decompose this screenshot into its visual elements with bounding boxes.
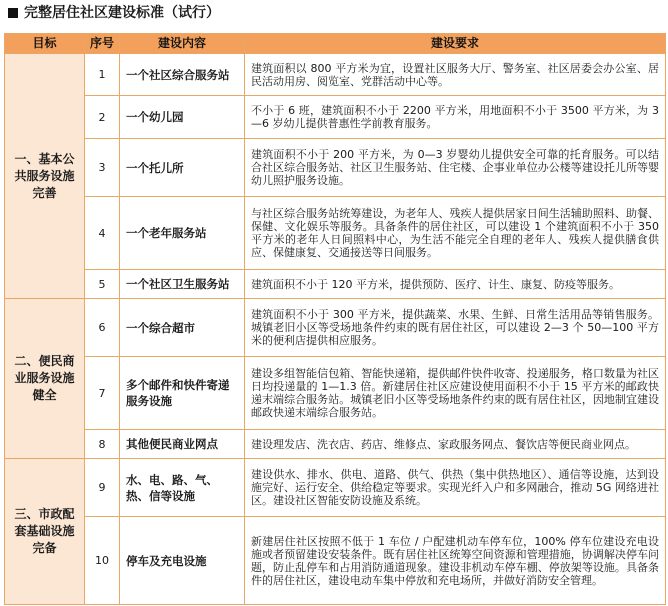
row-number: 3 [85,139,120,197]
row-number: 8 [85,430,120,459]
requirement-cell: 新建居住社区按照不低于 1 车位 / 户配建机动车停车位，100% 停车位建设充电设施或者预留建设安装条件。既有居住社区统筹空间资源和管理措施，协调解决停车问题，防止乱停车和占用消防通道现象。建设非机动车停车棚、停放架等设施。具备条件的居住社区，建设电动车集中停放和充电场所，并做好消防安全管理。 [245,517,666,605]
requirement-cell: 建设供水、排水、供电、道路、供气、供热（集中供热地区）、通信等设施，达到设施完好、运行安全、供给稳定等要求。实现光纤入户和多网融合，推动 5G 网络进社区。建设社区智能安防设施及系统。 [245,459,666,517]
row-number: 2 [85,96,120,139]
content-cell: 一个综合超市 [120,299,245,357]
requirement-cell: 建筑面积不小于 120 平方米，提供预防、医疗、计生、康复、防疫等服务。 [245,270,666,299]
table-row [5,459,666,517]
table-row [5,430,666,459]
goal-cell: 一、基本公共服务设施完善 [5,54,85,299]
row-number: 6 [85,299,120,357]
table-row [5,299,666,357]
requirement-cell: 建设理发店、洗衣店、药店、维修点、家政服务网点、餐饮店等便民商业网点。 [245,430,666,459]
requirement-cell: 与社区综合服务站统筹建设，为老年人、残疾人提供居家日间生活辅助照料、助餐、保健、文化娱乐等服务。具备条件的居住社区，可以建设 1 个建筑面积不小于 350 平方米的老年人日间照料中心，为生活不能完全自理的老年人、残疾人提供膳食供应、保健康复、交通接送等日间服务。 [245,197,666,270]
requirement-cell: 不小于 6 班，建筑面积不小于 2200 平方米，用地面积不小于 3500 平方米，为 3—6 岁幼儿提供普惠性学前教育服务。 [245,96,666,139]
table-row [5,139,666,197]
header-no: 序号 [85,34,120,54]
header-requirement: 建设要求 [245,34,666,54]
title-text: 完整居住社区建设标准（试行） [24,5,220,21]
content-cell: 多个邮件和快件寄递服务设施 [120,357,245,430]
requirement-cell: 建筑面积不小于 200 平方米，为 0—3 岁婴幼儿提供安全可靠的托育服务。可以结合社区综合服务站、社区卫生服务站、住宅楼、企事业单位办公楼等建设托儿所等婴幼儿照护服务设施。 [245,139,666,197]
content-cell: 其他便民商业网点 [120,430,245,459]
content-cell: 一个托儿所 [120,139,245,197]
content-cell: 一个社区卫生服务站 [120,270,245,299]
table-row [5,357,666,430]
header-content: 建设内容 [120,34,245,54]
goal-cell: 三、市政配套基础设施完备 [5,459,85,605]
table-header-row [5,34,666,54]
table-row [5,197,666,270]
page-title [8,3,220,23]
row-number: 1 [85,54,120,96]
table-row [5,54,666,96]
table-row [5,270,666,299]
goal-cell: 二、便民商业服务设施健全 [5,299,85,459]
requirement-cell: 建设多组智能信包箱、智能快递箱，提供邮件快件收寄、投递服务，格口数量为社区日均投递量的 1—1.3 倍。新建居住社区应建设使用面积不小于 15 平方米的邮政快递末端综合服务站。城镇老旧小区等受场地条件约束的既有居住社区，因地制宜建设邮政快递末端综合服务站。 [245,357,666,430]
row-number: 9 [85,459,120,517]
content-cell: 一个老年服务站 [120,197,245,270]
table-row [5,517,666,605]
content-cell: 停车及充电设施 [120,517,245,605]
requirement-cell: 建筑面积不小于 300 平方米，提供蔬菜、水果、生鲜、日常生活用品等销售服务。城镇老旧小区等受场地条件约束的既有居住社区，可以建设 2—3 个 50—100 平方米的便利店提供相应服务。 [245,299,666,357]
content-cell: 一个社区综合服务站 [120,54,245,96]
content-cell: 水、电、路、气、热、信等设施 [120,459,245,517]
row-number: 10 [85,517,120,605]
row-number: 7 [85,357,120,430]
content-cell: 一个幼儿园 [120,96,245,139]
header-goal: 目标 [5,34,85,54]
row-number: 5 [85,270,120,299]
row-number: 4 [85,197,120,270]
standards-table [4,33,666,605]
square-bullet-icon [8,8,18,18]
table-row [5,96,666,139]
requirement-cell: 建筑面积以 800 平方米为宜，设置社区服务大厅、警务室、社区居委会办公室、居民活动用房、阅览室、党群活动中心等。 [245,54,666,96]
